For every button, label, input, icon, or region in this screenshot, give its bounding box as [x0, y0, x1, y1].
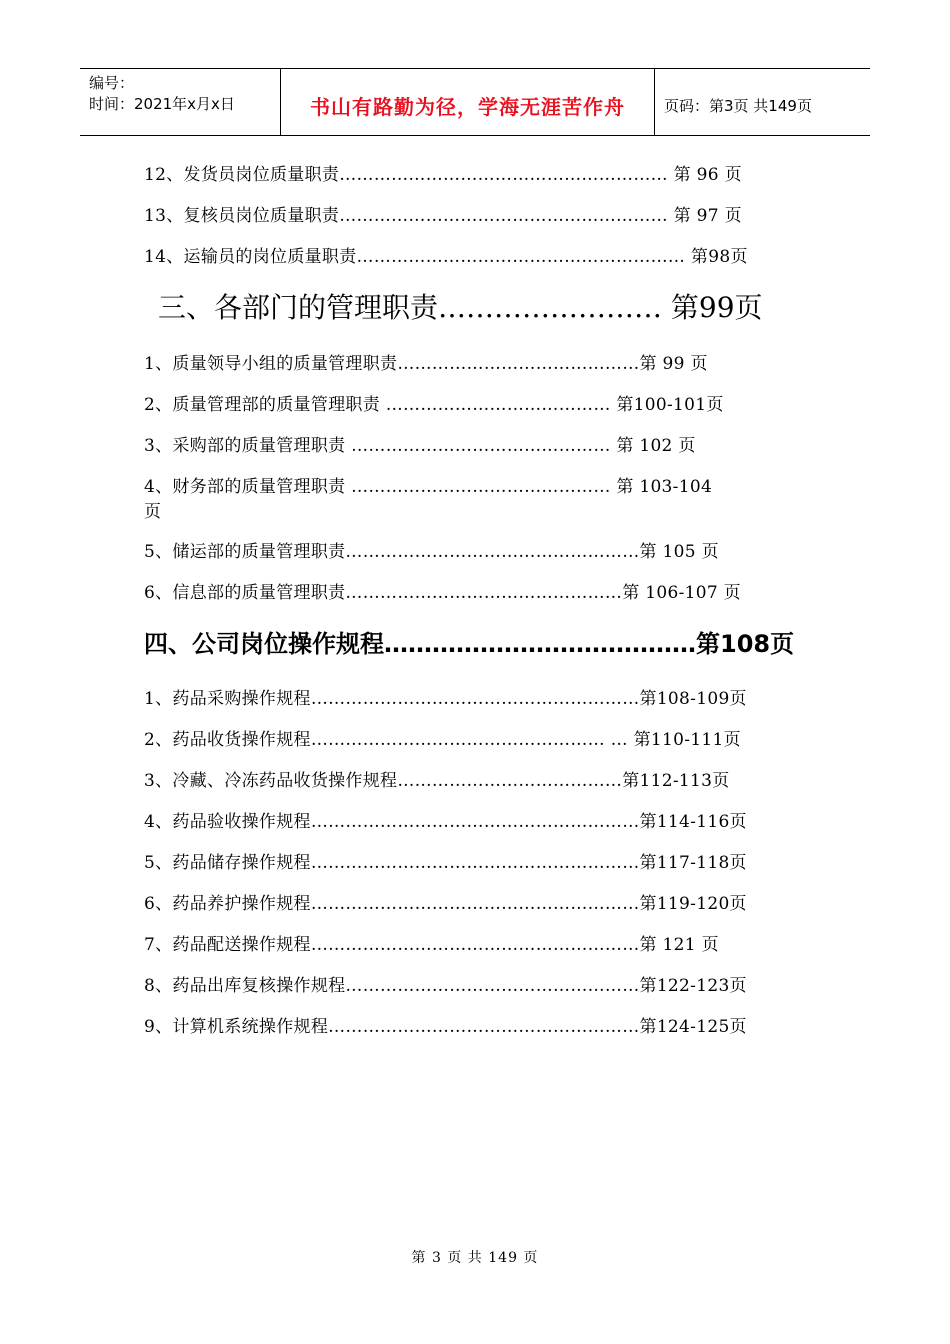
toc-entry: 4、财务部的质量管理职责 ……………………………………… 第 103-104	[144, 477, 713, 497]
toc-entry: 7、药品配送操作规程…………………………………………………第 121 页	[144, 935, 719, 955]
toc-entry: 3、冷藏、冷冻药品收货操作规程…………………………………第112-113页	[144, 771, 730, 791]
doc-number-label: 编号：	[89, 74, 135, 92]
toc-entry: 6、药品养护操作规程…………………………………………………第119-120页	[144, 894, 747, 914]
toc-entry: 5、储运部的质量管理职责……………………………………………第 105 页	[144, 542, 719, 562]
toc-entry: 5、药品储存操作规程…………………………………………………第117-118页	[144, 853, 747, 873]
toc-entry: 14、运输员的岗位质量职责………………………………………………… 第98页	[144, 247, 748, 267]
page-footer: 第 3 页 共 149 页	[411, 1250, 539, 1266]
toc-entry: 4、药品验收操作规程…………………………………………………第114-116页	[144, 812, 747, 832]
section-heading-3: 三、各部门的管理职责…………………… 第99页	[158, 291, 763, 324]
header-page-info: 页码：第3页 共149页	[664, 96, 812, 115]
doc-date-label: 时间：2021年x月x日	[89, 95, 235, 113]
document-header	[80, 68, 870, 136]
toc-entry: 2、质量管理部的质量管理职责 ………………………………… 第100-101页	[144, 395, 724, 415]
toc-entry: 1、质量领导小组的质量管理职责……………………………………第 99 页	[144, 354, 708, 374]
header-meta	[80, 69, 281, 135]
section-heading-4: 四、公司岗位操作规程…………………………………第108页	[144, 630, 795, 658]
toc-entry-wrap: 页	[144, 502, 161, 522]
toc-entry: 13、复核员岗位质量职责………………………………………………… 第 97 页	[144, 206, 742, 226]
toc-entry: 3、采购部的质量管理职责 ……………………………………… 第 102 页	[144, 436, 696, 456]
toc-entry: 2、药品收货操作规程…………………………………………… … 第110-111页	[144, 730, 741, 750]
toc-entry: 12、发货员岗位质量职责………………………………………………… 第 96 页	[144, 165, 742, 185]
toc-entry: 8、药品出库复核操作规程……………………………………………第122-123页	[144, 976, 747, 996]
toc-entry: 1、药品采购操作规程…………………………………………………第108-109页	[144, 689, 747, 709]
toc-entry: 9、计算机系统操作规程………………………………………………第124-125页	[144, 1017, 747, 1037]
header-motto: 书山有路勤为径，学海无涯苦作舟	[281, 69, 655, 135]
toc-entry: 6、信息部的质量管理职责…………………………………………第 106-107 页	[144, 583, 741, 603]
